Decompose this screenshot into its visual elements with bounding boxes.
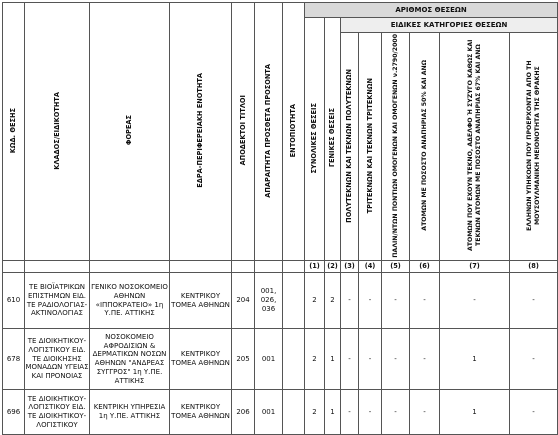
- cell-extra: 001, 026, 036: [255, 273, 283, 329]
- cell-code: 696: [3, 390, 25, 435]
- cell-location: [283, 329, 305, 390]
- header-c4: ΤΡΙΤΕΚΝΩΝ ΚΑΙ ΤΕΚΝΩΝ ΤΡΙΤΕΚΝΩΝ: [359, 33, 382, 261]
- cell-c6: -: [410, 329, 440, 390]
- cell-body: ΓΕΝΙΚΟ ΝΟΣΟΚΟΜΕΙΟ ΑΘΗΝΩΝ «ΙΠΠΟΚΡΑΤΕΙΟ» 1η Υ.ΠΕ. ΑΤΤΙΚΗΣ: [90, 273, 170, 329]
- header-code: ΚΩΔ. ΘΕΣΗΣ: [3, 3, 25, 261]
- cell-branch: ΤΕ ΒΙΟΪΑΤΡΙΚΩΝ ΕΠΙΣΤΗΜΩΝ ΕΙΔ. ΤΕ ΡΑΔΙΟΛΟΓΙΑΣ-ΑΚΤΙΝΟΛΟΓΙΑΣ: [25, 273, 90, 329]
- cell-location: [283, 390, 305, 435]
- cell-c7: 1: [440, 329, 510, 390]
- cell-c7: 1: [440, 390, 510, 435]
- header-branch: ΚΛΑΔΟΣ/ΕΙΔΙΚΟΤΗΤΑ: [25, 3, 90, 261]
- cell-c5: -: [382, 390, 410, 435]
- header-titles: ΑΠΟΔΕΚΤΟΙ ΤΙΤΛΟΙ: [232, 3, 255, 261]
- cell-c7: -: [440, 273, 510, 329]
- cell-c5: -: [382, 329, 410, 390]
- cell-c4: -: [359, 329, 382, 390]
- cell-c8: -: [510, 273, 558, 329]
- cell-c1: 2: [305, 390, 325, 435]
- header-location: ΕΝΤΟΠΙΟΤΗΤΑ: [283, 3, 305, 261]
- cell-c8: -: [510, 329, 558, 390]
- cell-body: ΝΟΣΟΚΟΜΕΙΟ ΑΦΡΟΔΙΣΙΩΝ & ΔΕΡΜΑΤΙΚΩΝ ΝΟΣΩΝ ΑΘΗΝΩΝ "ΑΝΔΡΕΑΣ ΣΥΓΓΡΟΣ" 1η Υ.ΠΕ. ΑΤΤΙΚΗΣ: [90, 329, 170, 390]
- cell-c6: -: [410, 390, 440, 435]
- cell-c2: 1: [325, 329, 341, 390]
- col-number: (2): [325, 261, 341, 273]
- cell-branch: ΤΕ ΔΙΟΙΚΗΤΙΚΟΥ-ΛΟΓΙΣΤΙΚΟΥ ΕΙΔ. ΤΕ ΔΙΟΙΚΗΤΙΚΟΥ-ΛΟΓΙΣΤΙΚΟΥ: [25, 390, 90, 435]
- header-extra: ΑΠΑΡΑΙΤΗΤΑ ΠΡΟΣΘΕΤΑ ΠΡΟΣΟΝΤΑ: [255, 3, 283, 261]
- cell-c4: -: [359, 390, 382, 435]
- cell-c3: -: [341, 273, 359, 329]
- cell-c3: -: [341, 390, 359, 435]
- cell-titles: 204: [232, 273, 255, 329]
- header-seat: ΕΔΡΑ-ΠΕΡΙΦΕΡΕΙΑΚΗ ΕΝΟΤΗΤΑ: [170, 3, 232, 261]
- col-number: (3): [341, 261, 359, 273]
- header-total: ΣΥΝΟΛΙΚΕΣ ΘΕΣΕΙΣ: [305, 18, 325, 261]
- cell-seat: ΚΕΝΤΡΙΚΟΥ ΤΟΜΕΑ ΑΘΗΝΩΝ: [170, 273, 232, 329]
- cell-titles: 206: [232, 390, 255, 435]
- col-number: (8): [510, 261, 558, 273]
- header-body: ΦΟΡΕΑΣ: [90, 3, 170, 261]
- col-number: (1): [305, 261, 325, 273]
- header-c5: ΠΑΛΙΝ/ΝΤΩΝ ΠΟΝΤΙΩΝ ΟΜΟΓΕΝΩΝ ΚΑΙ ΟΜΟΓΕΝΩΝ ν.2790/2000: [382, 33, 410, 261]
- cell-c2: 1: [325, 390, 341, 435]
- col-number: (5): [382, 261, 410, 273]
- positions-table: [2, 2, 558, 435]
- cell-seat: ΚΕΝΤΡΙΚΟΥ ΤΟΜΕΑ ΑΘΗΝΩΝ: [170, 329, 232, 390]
- header-general: ΓΕΝΙΚΕΣ ΘΕΣΕΙΣ: [325, 18, 341, 261]
- cell-c2: 2: [325, 273, 341, 329]
- cell-location: [283, 273, 305, 329]
- header-c3: ΠΟΛΥΤΕΚΝΩΝ ΚΑΙ ΤΕΚΝΩΝ ΠΟΛΥΤΕΚΝΩΝ: [341, 33, 359, 261]
- cell-extra: 001: [255, 329, 283, 390]
- col-number: (7): [440, 261, 510, 273]
- col-number: (4): [359, 261, 382, 273]
- cell-code: 610: [3, 273, 25, 329]
- cell-body: ΚΕΝΤΡΙΚΗ ΥΠΗΡΕΣΙΑ 1η Υ.ΠΕ. ΑΤΤΙΚΗΣ: [90, 390, 170, 435]
- cell-titles: 205: [232, 329, 255, 390]
- col-number: (6): [410, 261, 440, 273]
- cell-c4: -: [359, 273, 382, 329]
- table-row: [3, 329, 558, 390]
- cell-code: 678: [3, 329, 25, 390]
- header-special-group: ΕΙΔΙΚΕΣ ΚΑΤΗΓΟΡΙΕΣ ΘΕΣΕΩΝ: [341, 18, 558, 33]
- cell-c3: -: [341, 329, 359, 390]
- cell-seat: ΚΕΝΤΡΙΚΟΥ ΤΟΜΕΑ ΑΘΗΝΩΝ: [170, 390, 232, 435]
- cell-c6: -: [410, 273, 440, 329]
- cell-branch: ΤΕ ΔΙΟΙΚΗΤΙΚΟΥ-ΛΟΓΙΣΤΙΚΟΥ ΕΙΔ. ΤΕ ΔΙΟΙΚΗΣΗΣ ΜΟΝΑΔΩΝ ΥΓΕΙΑΣ ΚΑΙ ΠΡΟΝΟΙΑΣ: [25, 329, 90, 390]
- cell-c1: 2: [305, 329, 325, 390]
- header-c6: ΑΤΟΜΩΝ ΜΕ ΠΟΣΟΣΤΟ ΑΝΑΠΗΡΙΑΣ 50% ΚΑΙ ΑΝΩ: [410, 33, 440, 261]
- cell-c1: 2: [305, 273, 325, 329]
- header-c8: ΕΛΛΗΝΩΝ ΥΠΗΚΟΩΝ ΠΟΥ ΠΡΟΕΡΧΟΝΤΑΙ ΑΠΟ ΤΗ ΜΟΥΣΟΥΛΜΑΝΙΚΗ ΜΕΙΟΝΟΤΗΤΑ ΤΗΣ ΘΡΑΚΗΣ: [510, 33, 558, 261]
- cell-c5: -: [382, 273, 410, 329]
- header-c7: ΑΤΟΜΩΝ ΠΟΥ ΕΧΟΥΝ ΤΕΚΝΟ, ΑΔΕΛΦΟ Ή ΣΥΖΥΓΟ ΚΑΘΩΣ ΚΑΙ ΤΕΚΝΩΝ ΑΤΟΜΩΝ ΜΕ ΠΟΣΟΣΤΟ ΑΝΑΠΗΡΙΑΣ 67% ΚΑΙ ΑΝΩ: [440, 33, 510, 261]
- cell-extra: 001: [255, 390, 283, 435]
- header-positions-group: ΑΡΙΘΜΟΣ ΘΕΣΕΩΝ: [305, 3, 558, 18]
- cell-c8: -: [510, 390, 558, 435]
- table-row: [3, 390, 558, 435]
- table-row: [3, 273, 558, 329]
